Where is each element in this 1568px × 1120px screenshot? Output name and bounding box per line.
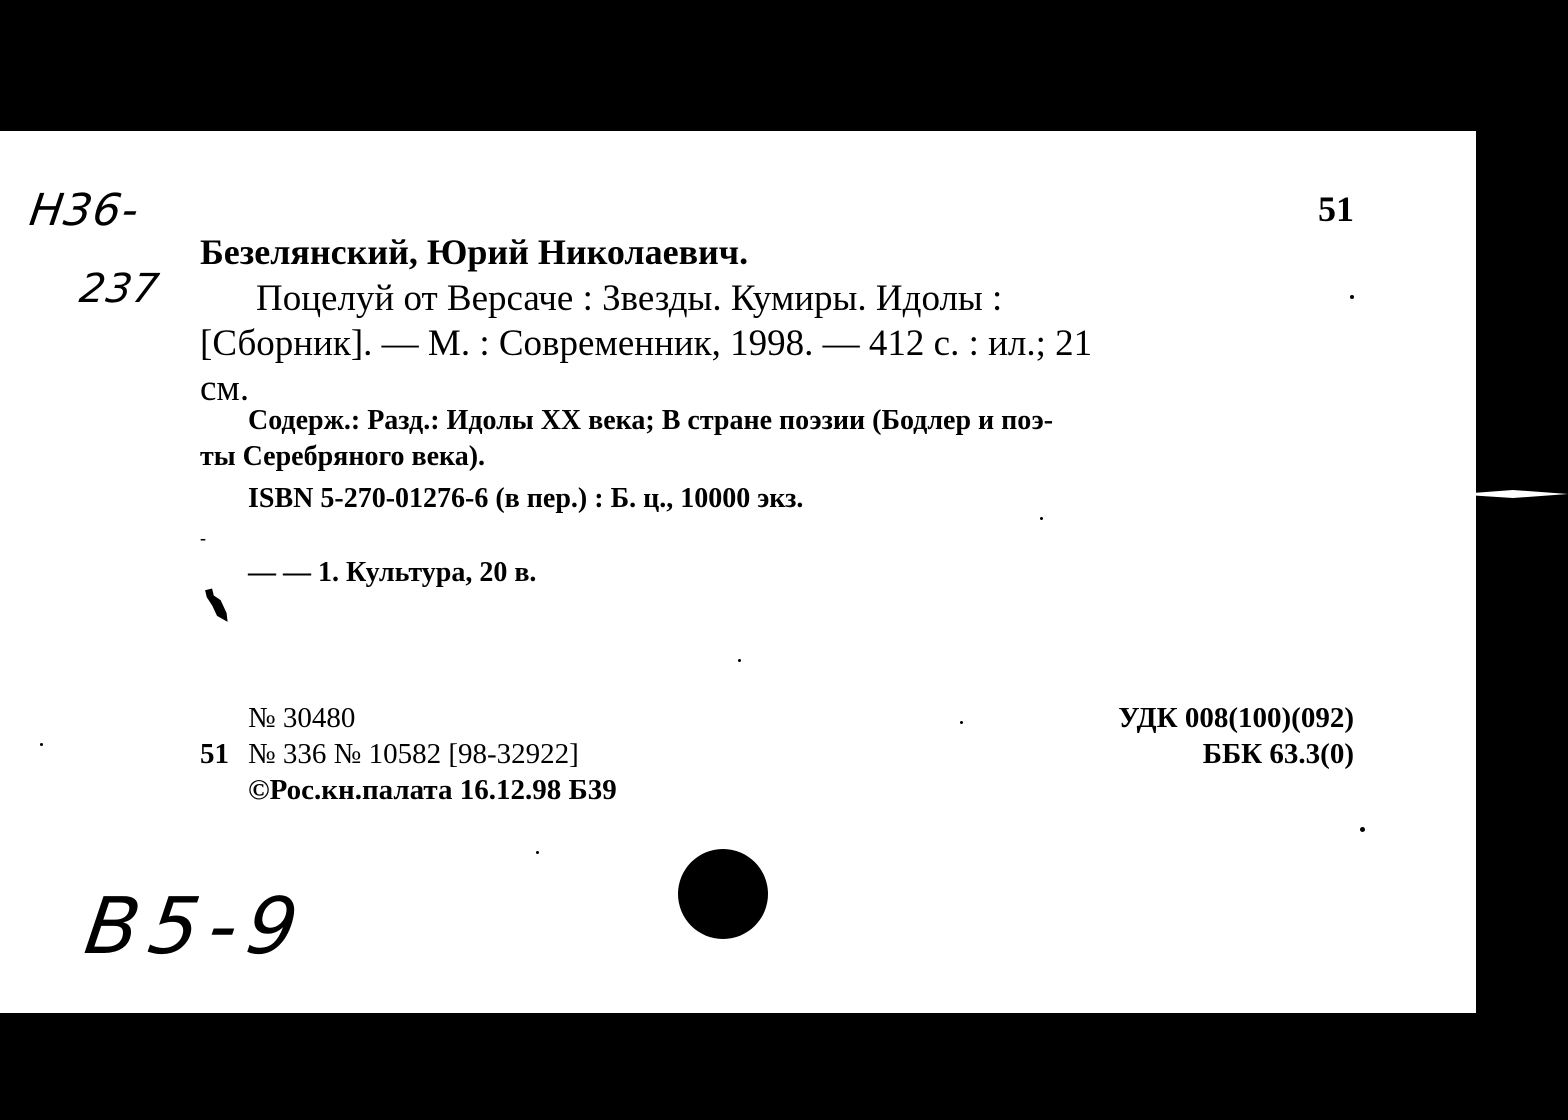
registration-numbers: № 336 № 10582 [98-32922] bbox=[248, 738, 579, 770]
ink-blot-mark bbox=[193, 584, 239, 630]
subject-heading: — — 1. Культура, 20 в. bbox=[248, 557, 537, 588]
record-number: № 30480 bbox=[248, 702, 356, 734]
title-line-3: см. bbox=[200, 368, 250, 409]
title-description bbox=[200, 276, 1354, 411]
punch-hole bbox=[678, 849, 768, 939]
speck bbox=[1040, 517, 1043, 520]
copyright-line: ©Рос.кн.палата 16.12.98 Б39 bbox=[248, 774, 617, 806]
page-number: 51 bbox=[1318, 189, 1354, 229]
speck bbox=[738, 659, 741, 662]
small-dash-mark: - bbox=[200, 528, 206, 548]
handwritten-shelfmark-top: Н36- bbox=[26, 185, 143, 236]
title-line-2: [Сборник]. — М. : Современник, 1998. — 412 с. : ил.; 21 bbox=[200, 323, 1093, 364]
ink-blot-icon bbox=[195, 584, 239, 625]
speck bbox=[960, 721, 963, 724]
contents-note bbox=[200, 403, 1354, 475]
author-heading: Безелянский, Юрий Николаевич. bbox=[200, 232, 749, 272]
speck bbox=[1350, 295, 1354, 299]
isbn-line: ISBN 5-270-01276-6 (в пер.) : Б. ц., 10000 экз. bbox=[248, 483, 804, 514]
registration-line bbox=[200, 737, 579, 771]
contents-line-1: Содерж.: Разд.: Идолы XX века; В стране поэзии (Бодлер и поэ- bbox=[248, 405, 1054, 436]
catalog-card bbox=[0, 131, 1476, 1013]
speck bbox=[1360, 827, 1365, 832]
registration-lead: 51 bbox=[200, 738, 229, 770]
speck bbox=[536, 851, 539, 854]
contents-line-2: ты Серебряного века). bbox=[200, 441, 486, 472]
card-edge-sliver bbox=[1476, 490, 1568, 498]
handwritten-shelfmark-bottom: 237 bbox=[76, 266, 163, 312]
speck bbox=[40, 743, 43, 746]
bbk-code: ББК 63.3(0) bbox=[1202, 738, 1354, 770]
udk-code: УДК 008(100)(092) bbox=[1118, 702, 1354, 734]
title-line-1: Поцелуй от Версаче : Звезды. Кумиры. Идолы : bbox=[256, 278, 1003, 319]
handwritten-bottom-code: В5-9 bbox=[79, 882, 314, 972]
